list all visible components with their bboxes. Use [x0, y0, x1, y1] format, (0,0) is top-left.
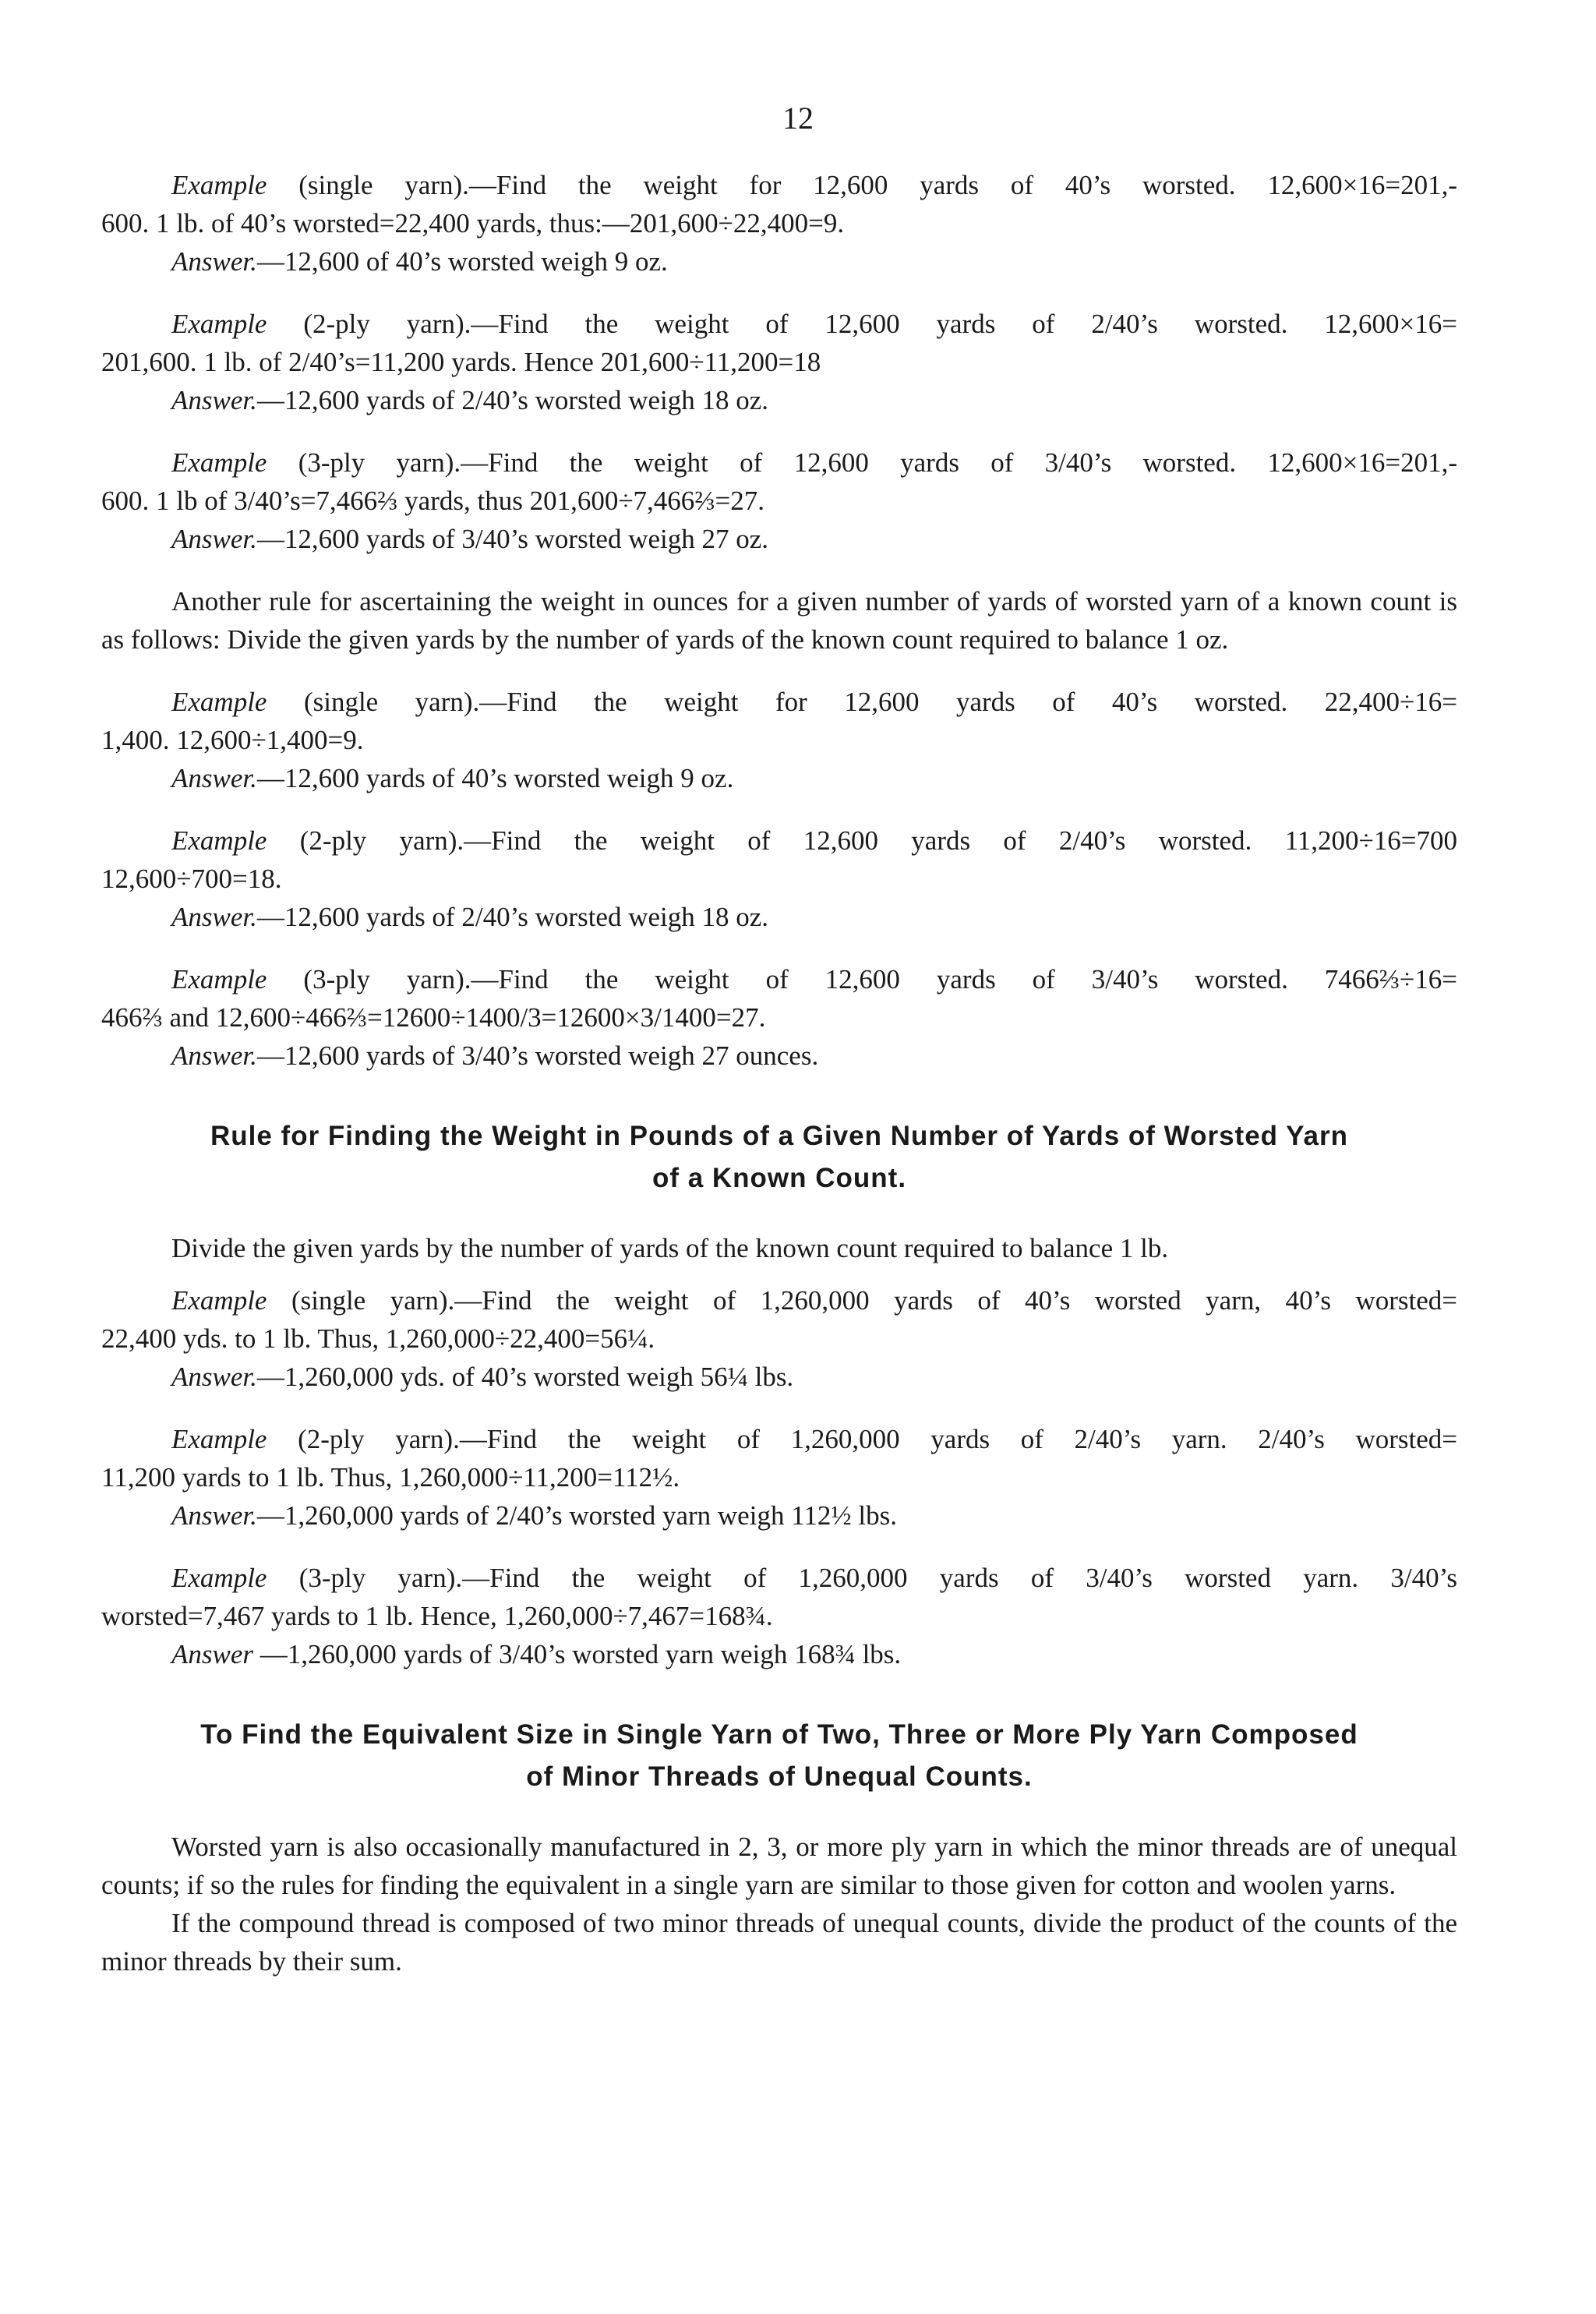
answer-text: —1,260,000 yards of 3/40’s worsted yarn weigh 168¾ lbs. [253, 1639, 902, 1669]
section-heading-pounds [101, 1115, 1457, 1199]
example-continuation: 201,600. 1 lb. of 2/40’s=11,200 yards. Hence 201,600÷11,200=18 [101, 347, 821, 377]
answer-line [101, 759, 1457, 797]
example-continuation: 22,400 yds. to 1 lb. Thus, 1,260,000÷22,400=56¼. [101, 1323, 655, 1354]
example-text: (3-ply yarn).—Find the weight of 12,600 yards of 3/40’s worsted. 7466⅔÷16= [267, 964, 1457, 994]
example-continuation: 1,400. 12,600÷1,400=9. [101, 725, 364, 755]
answer-label: Answer. [171, 246, 257, 277]
example-label: Example [171, 964, 267, 994]
example-text: (single yarn).—Find the weight for 12,600 yards of 40’s worsted. 22,400÷16= [267, 687, 1457, 717]
answer-text: —12,600 yards of 40’s worsted weigh 9 oz. [256, 763, 734, 793]
answer-label: Answer. [171, 524, 257, 554]
example-label: Example [171, 447, 267, 478]
answer-label: Answer. [171, 1362, 257, 1392]
example-block [101, 166, 1457, 281]
example-label: Example [171, 1424, 267, 1454]
closing-paragraph: If the compound thread is composed of two minor threads of unequal counts, divide the product of the counts of the minor threads by their sum. [101, 1908, 1457, 1977]
example-line [101, 443, 1457, 482]
page-content [101, 166, 1457, 1980]
example-block [101, 1559, 1457, 1673]
answer-line [101, 381, 1457, 419]
example-block [101, 821, 1457, 936]
example-text: (2-ply yarn).—Find the weight of 1,260,000 yards of 2/40’s yarn. 2/40’s worsted= [267, 1424, 1457, 1454]
example-block [101, 443, 1457, 558]
example-label: Example [171, 687, 267, 717]
example-line [101, 166, 1457, 204]
example-line [101, 821, 1457, 860]
example-continuation: 466⅔ and 12,600÷466⅔=12600÷1400/3=12600×3/1400=27. [101, 1002, 766, 1033]
answer-label: Answer. [171, 385, 257, 415]
answer-text: —12,600 of 40’s worsted weigh 9 oz. [256, 246, 668, 277]
answer-label: Answer [171, 1639, 253, 1669]
answer-text: —1,260,000 yards of 2/40’s worsted yarn weigh 112½ lbs. [256, 1500, 897, 1531]
heading-line: of Minor Threads of Unequal Counts. [526, 1761, 1033, 1792]
example-line [101, 960, 1457, 998]
answer-text: —12,600 yards of 3/40’s worsted weigh 27 ounces. [256, 1040, 819, 1071]
answer-line [101, 1496, 1457, 1535]
answer-label: Answer. [171, 1040, 257, 1071]
paragraph-text: Another rule for ascertaining the weight in ounces for a given number of yards of worsted yarn of a known count is as follows: Divide the given yards by the number of yards of the known count required to balance 1 oz. [101, 586, 1457, 655]
example-label: Example [171, 1285, 267, 1316]
example-block [101, 960, 1457, 1075]
answer-text: —1,260,000 yds. of 40’s worsted weigh 56¼ lbs. [256, 1362, 794, 1392]
answer-line [101, 520, 1457, 558]
example-text: (3-ply yarn).—Find the weight of 1,260,000 yards of 3/40’s worsted yarn. 3/40’s [267, 1563, 1457, 1593]
answer-line [101, 1635, 1457, 1673]
example-continuation: 11,200 yards to 1 lb. Thus, 1,260,000÷11,200=112½. [101, 1462, 680, 1493]
example-line [101, 305, 1457, 343]
example-text: (2-ply yarn).—Find the weight of 12,600 yards of 2/40’s worsted. 12,600×16= [267, 309, 1457, 339]
example-continuation: 600. 1 lb. of 40’s worsted=22,400 yards, thus:—201,600÷22,400=9. [101, 208, 845, 238]
example-line [101, 1281, 1457, 1320]
answer-line [101, 242, 1457, 281]
example-continuation: 600. 1 lb of 3/40’s=7,466⅔ yards, thus 201,600÷7,466⅔=27. [101, 486, 765, 516]
example-block [101, 305, 1457, 419]
closing-paragraph: Worsted yarn is also occasionally manufactured in 2, 3, or more ply yarn in which the minor threads are of unequal counts; if so the rules for finding the equivalent in a single yarn are similar to those given for cotton and woolen yarns. [101, 1832, 1457, 1900]
example-label: Example [171, 170, 267, 200]
example-line [101, 683, 1457, 721]
example-text: (single yarn).—Find the weight of 1,260,000 yards of 40’s worsted yarn, 40’s worsted= [267, 1285, 1457, 1316]
answer-label: Answer. [171, 1500, 257, 1531]
answer-text: —12,600 yards of 3/40’s worsted weigh 27 oz. [256, 524, 769, 554]
example-label: Example [171, 1563, 267, 1593]
example-text: (2-ply yarn).—Find the weight of 12,600 yards of 2/40’s worsted. 11,200÷16=700 [267, 825, 1457, 856]
example-block [101, 1420, 1457, 1535]
example-continuation: worsted=7,467 yards to 1 lb. Hence, 1,260,000÷7,467=168¾. [101, 1601, 773, 1631]
example-line [101, 1559, 1457, 1597]
heading-line: Rule for Finding the Weight in Pounds of a Given Number of Yards of Worsted Yarn [210, 1121, 1349, 1151]
answer-text: —12,600 yards of 2/40’s worsted weigh 18 oz. [256, 902, 769, 932]
answer-line [101, 1037, 1457, 1075]
example-label: Example [171, 309, 267, 339]
example-text: (3-ply yarn).—Find the weight of 12,600 yards of 3/40’s worsted. 12,600×16=201,- [267, 447, 1457, 478]
example-line [101, 1420, 1457, 1458]
answer-line [101, 898, 1457, 936]
example-block [101, 1281, 1457, 1396]
answer-label: Answer. [171, 763, 257, 793]
heading-line: of a Known Count. [651, 1163, 907, 1193]
page-number: 12 [782, 101, 814, 136]
rule-statement: Divide the given yards by the number of yards of the known count required to balance 1 lb. [171, 1233, 1169, 1263]
rule-paragraph [101, 582, 1457, 659]
heading-line: To Find the Equivalent Size in Single Yarn of Two, Three or More Ply Yarn Composed [200, 1719, 1358, 1750]
answer-text: —12,600 yards of 2/40’s worsted weigh 18 oz. [256, 385, 769, 415]
example-continuation: 12,600÷700=18. [101, 864, 282, 894]
example-text: (single yarn).—Find the weight for 12,600 yards of 40’s worsted. 12,600×16=201,- [267, 170, 1457, 200]
section-heading-equivalent [101, 1714, 1457, 1798]
example-block [101, 683, 1457, 797]
answer-line [101, 1358, 1457, 1396]
answer-label: Answer. [171, 902, 257, 932]
example-label: Example [171, 825, 267, 856]
